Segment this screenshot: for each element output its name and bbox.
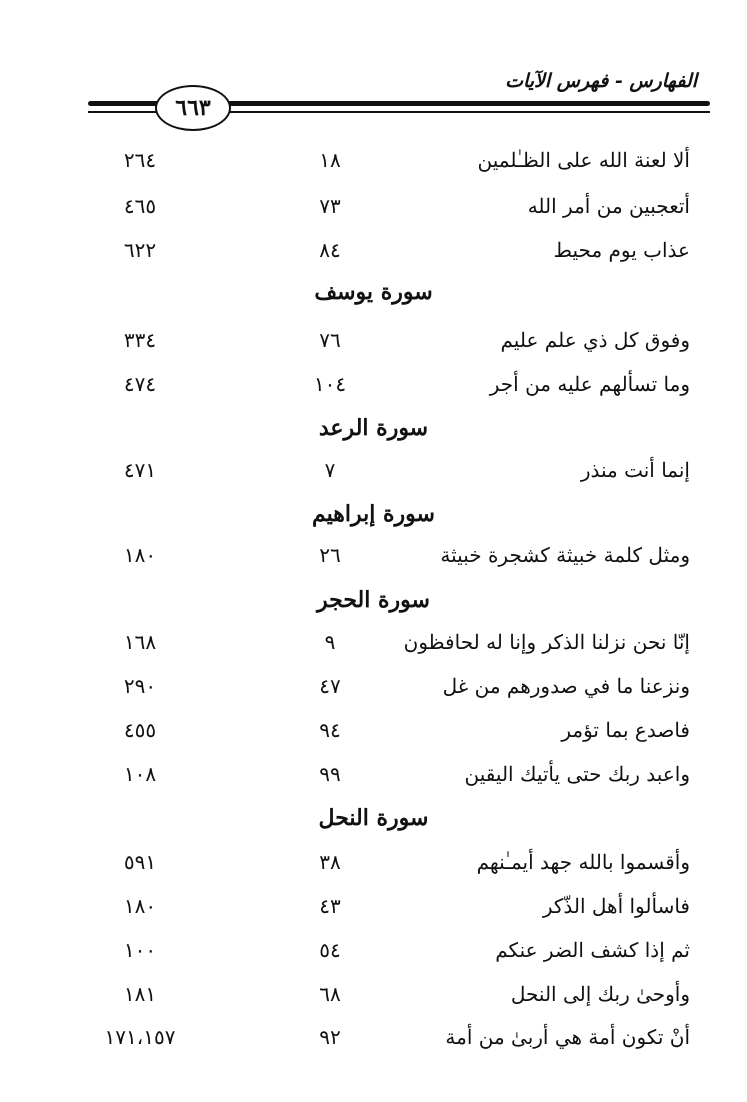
index-row xyxy=(0,666,747,706)
verse-text: إنّا نحن نزلنا الذكر وإنا له لحافظون xyxy=(403,630,690,654)
index-row xyxy=(0,230,747,270)
verse-text: أنْ تكون أمة هي أربىٰ من أمة xyxy=(445,1025,690,1049)
ayah-number: ٧ xyxy=(324,458,336,482)
index-row xyxy=(0,754,747,794)
page-reference: ٣٣٤ xyxy=(123,328,157,352)
page-reference: ٤٦٥ xyxy=(123,194,157,218)
page-reference: ١٨١ xyxy=(123,982,157,1006)
ayah-number: ٥٤ xyxy=(319,938,341,962)
page-reference: ٢٩٠ xyxy=(123,674,157,698)
page-reference: ٤٧٤ xyxy=(123,372,157,396)
verse-text: إنما أنت منذر xyxy=(580,458,690,482)
verse-text: ألا لعنة الله على الظـٰلمين xyxy=(477,148,690,172)
ayah-number: ٩ xyxy=(324,630,336,654)
index-row xyxy=(0,974,747,1014)
verse-text: واعبد ربك حتى يأتيك اليقين xyxy=(464,762,690,786)
ayah-number: ١٠٤ xyxy=(313,372,347,396)
index-row xyxy=(0,186,747,226)
verse-text: وأوحىٰ ربك إلى النحل xyxy=(510,982,690,1006)
index-row xyxy=(0,886,747,926)
page-reference: ٤٧١ xyxy=(123,458,157,482)
index-row xyxy=(0,842,747,882)
page-reference: ١٦٨ xyxy=(123,630,157,654)
index-row xyxy=(0,364,747,404)
surah-heading: سورة الحجر xyxy=(317,587,430,613)
page-number: ٦٦٣ xyxy=(155,85,231,131)
index-row xyxy=(0,710,747,750)
index-row xyxy=(0,320,747,360)
page-reference: ٢٦٤ xyxy=(123,148,157,172)
ayah-number: ٢٦ xyxy=(319,543,341,567)
verse-text: وما تسألهم عليه من أجر xyxy=(489,372,690,396)
index-row xyxy=(0,535,747,575)
page-reference: ١٨٠ xyxy=(123,894,157,918)
page-reference: ١٧١،١٥٧ xyxy=(104,1025,176,1049)
index-row xyxy=(0,1017,747,1057)
ayah-number: ٤٧ xyxy=(319,674,341,698)
ayah-number: ٦٨ xyxy=(319,982,341,1006)
index-row xyxy=(0,140,747,180)
page-reference: ٤٥٥ xyxy=(123,718,157,742)
ayah-number: ٧٦ xyxy=(319,328,341,352)
verse-text: وفوق كل ذي علم عليم xyxy=(500,328,690,352)
running-header: الفهارس - فهرس الآيات xyxy=(505,70,697,92)
verse-text: وأقسموا بالله جهد أيمـٰنهم xyxy=(476,850,690,874)
ayah-number: ١٨ xyxy=(319,148,341,172)
verse-text: أتعجبين من أمر الله xyxy=(527,194,690,218)
surah-heading: سورة النحل xyxy=(318,805,429,831)
ayah-number: ٩٢ xyxy=(319,1025,341,1049)
page-reference: ١٠٠ xyxy=(123,938,157,962)
ayah-number: ٨٤ xyxy=(319,238,341,262)
index-row xyxy=(0,930,747,970)
ayah-number: ٧٣ xyxy=(319,194,341,218)
page-reference: ٦٢٢ xyxy=(123,238,157,262)
surah-heading: سورة الرعد xyxy=(318,415,429,441)
page-reference: ٥٩١ xyxy=(123,850,157,874)
surah-heading: سورة يوسف xyxy=(314,279,433,305)
index-row xyxy=(0,450,747,490)
index-row xyxy=(0,622,747,662)
surah-heading: سورة إبراهيم xyxy=(312,501,435,527)
ayah-number: ٣٨ xyxy=(319,850,341,874)
verse-text: فاسألوا أهل الذّكر xyxy=(542,894,690,918)
ayah-number: ٩٩ xyxy=(319,762,341,786)
page-reference: ١٨٠ xyxy=(123,543,157,567)
ayah-number: ٤٣ xyxy=(319,894,341,918)
verse-text: ومثل كلمة خبيثة كشجرة خبيثة xyxy=(440,543,690,567)
verse-text: ثم إذا كشف الضر عنكم xyxy=(495,938,690,962)
verse-text: فاصدع بما تؤمر xyxy=(561,718,690,742)
verse-text: ونزعنا ما في صدورهم من غل xyxy=(442,674,690,698)
page-reference: ١٠٨ xyxy=(123,762,157,786)
ayah-number: ٩٤ xyxy=(319,718,341,742)
verse-text: عذاب يوم محيط xyxy=(553,238,690,262)
